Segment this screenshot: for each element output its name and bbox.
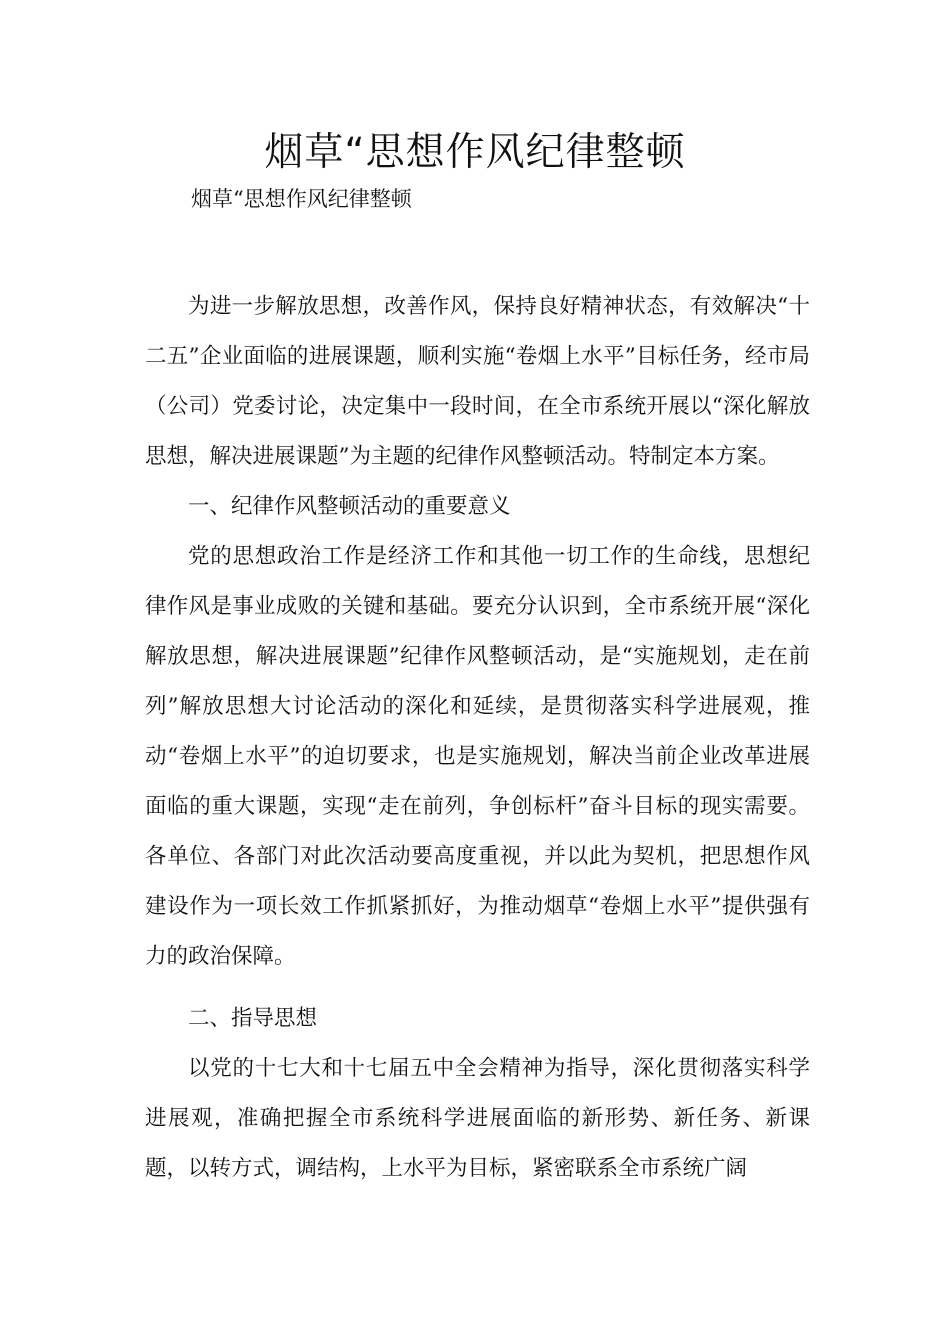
intro-paragraph: 为进一步解放思想，改善作风，保持良好精神状态，有效解决“十二五”企业面临的进展课题，顺利实施“卷烟上水平”目标任务，经市局（公司）党委讨论，决定集中一段时间，在全市系统开展以“深化解放思想，解决进展课题”为主题的纪律作风整顿活动。特制定本方案。 (145, 294, 810, 469)
section-1-heading: 一、纪律作风整顿活动的重要意义 (188, 494, 511, 519)
document-subtitle: 烟草“思想作风纪律整顿 (191, 187, 412, 211)
document-body (145, 282, 810, 1194)
section-2-heading: 二、指导思想 (188, 1006, 318, 1031)
section-2-paragraph: 以党的十七大和十七届五中全会精神为指导，深化贯彻落实科学进展观，准确把握全市系统科学进展面临的新形势、新任务、新课题，以转方式，调结构，上水平为目标，紧密联系全市系统广阔 (145, 1056, 810, 1181)
section-1-paragraph: 党的思想政治工作是经济工作和其他一切工作的生命线，思想纪律作风是事业成败的关键和基础。要充分认识到，全市系统开展“深化解放思想，解决进展课题”纪律作风整顿活动，是“实施规划，走在前列”解放思想大讨论活动的深化和延续，是贯彻落实科学进展观，推动“卷烟上水平”的迫切要求，也是实施规划，解决当前企业改革进展面临的重大课题，实现“走在前列，争创标杆”奋斗目标的现实需要。各单位、各部门对此次活动要高度重视，并以此为契机，把思想作风建设作为一项长效工作抓紧抓好，为推动烟草“卷烟上水平”提供强有力的政治保障。 (145, 544, 810, 969)
document-title: 烟草“思想作风纪律整顿 (264, 130, 686, 175)
